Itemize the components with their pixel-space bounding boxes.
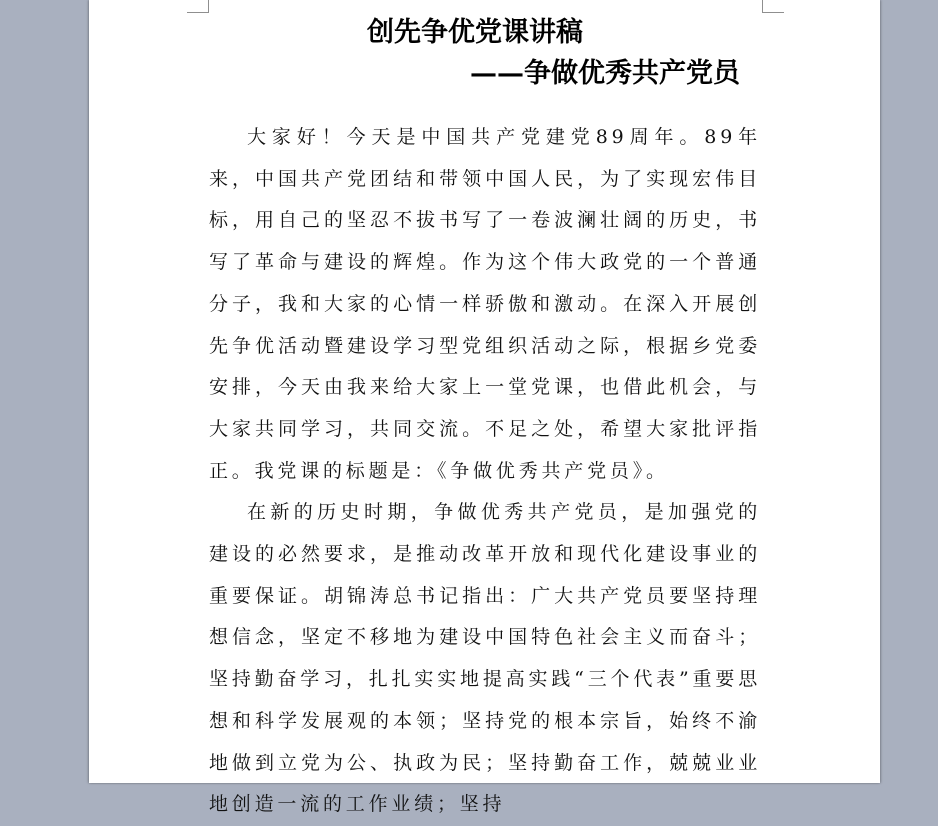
- paragraph-2: 在新的历史时期，争做优秀共产党员，是加强党的建设的必然要求，是推动改革开放和现代化建设事业的重要保证。胡锦涛总书记指出：广大共产党员要坚持理想信念，坚定不移地为建设中国特色社会主义而奋斗；坚持勤奋学习，扎扎实实地提高实践“三个代表”重要思想和科学发展观的本领；坚持党的根本宗旨，始终不渝地做到立党为公、执政为民；坚持勤奋工作，兢兢业业地创造一流的工作业绩；坚持: [209, 501, 761, 816]
- document-title: 创先争优党课讲稿: [367, 17, 583, 48]
- margin-corner-mark-left: [187, 0, 209, 13]
- margin-corner-mark-right: [762, 0, 784, 13]
- paragraph-1: 大家好！今天是中国共产党建党89周年。89年来，中国共产党团结和带领中国人民，为了实现宏伟目标，用自己的坚忍不拔书写了一卷波澜壮阔的历史，书写了革命与建设的辉煌。作为这个伟大政党的一个普通分子，我和大家的心情一样骄傲和激动。在深入开展创先争优活动暨建设学习型党组织活动之际，根据乡党委安排，今天由我来给大家上一堂党课，也借此机会，与大家共同学习，共同交流。不足之处，希望大家批评指正。我党课的标题是：《争做优秀共产党员》。: [209, 126, 761, 482]
- document-body: [209, 117, 761, 826]
- document-subtitle: ——争做优秀共产党员: [470, 58, 740, 89]
